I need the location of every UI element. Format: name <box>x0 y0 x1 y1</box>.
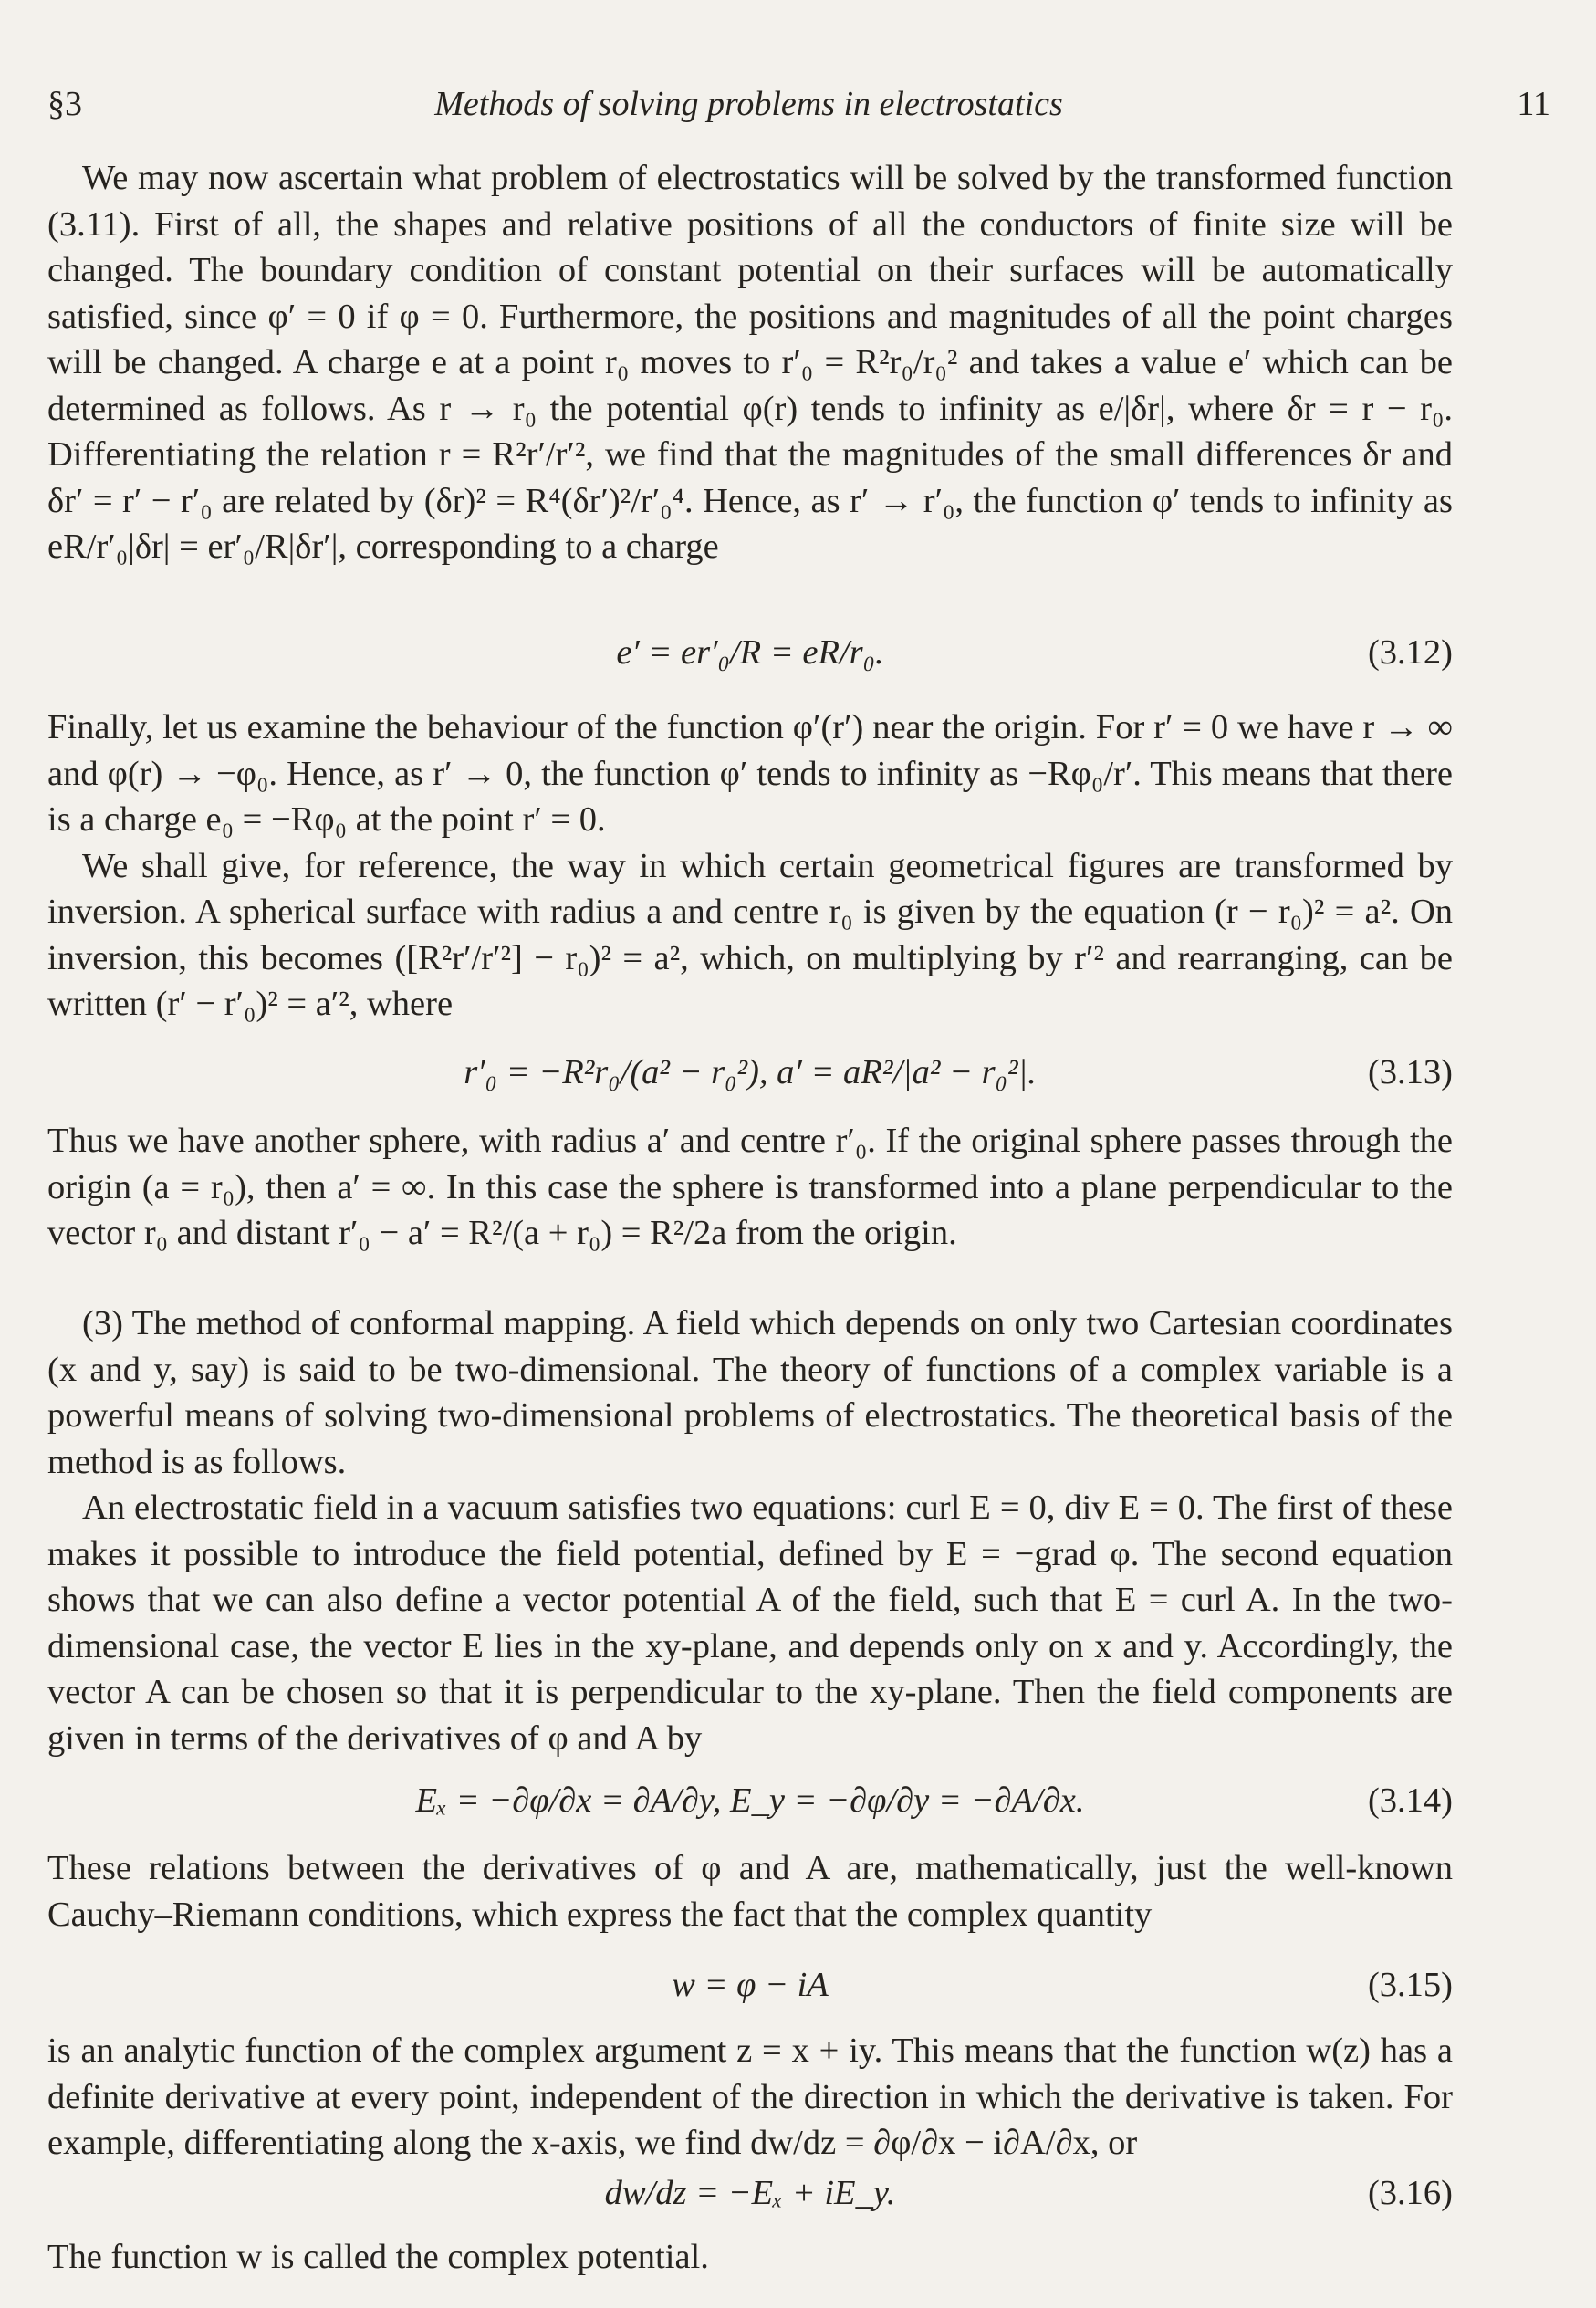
equation-body: r′₀ = −R²r₀/(a² − r₀²), a′ = aR²/|a² − r₀²|. <box>464 1053 1037 1091</box>
paragraph-text: Finally, let us examine the behaviour of the function φ′(r′) near the origin. For r′ = 0 we have r → ∞ and φ(r) → −φ₀. Hence, as r′ → 0, the function φ′ tends to infinity as −Rφ₀/r′. This means that there is a charge e₀ = −Rφ₀ at the point r′ = 0. <box>47 708 1453 839</box>
equation-3-13 <box>47 1050 1453 1095</box>
paragraph-complex-potential <box>47 2234 1453 2281</box>
paragraph-text: These relations between the derivatives of φ and A are, mathematically, just the well-known Cauchy–Riemann conditions, which express the fact that the complex quantity <box>47 1849 1453 1934</box>
paragraph-origin-behaviour <box>47 705 1453 1028</box>
paragraph-cauchy-riemann <box>47 1845 1453 1937</box>
chapter-title: Methods of solving problems in electrostatics <box>434 85 1063 123</box>
paragraph-text: is an analytic function of the complex argument z = x + iy. This means that the function w(z) has a definite derivative at every point, independent of the direction in which the derivative is taken. For example, differentiating along the x-axis, we find dw/dz = ∂φ/∂x − i∂A/∂x, or <box>47 2031 1453 2162</box>
paragraph-conformal-mapping <box>47 1300 1453 1761</box>
paragraph-sphere-inversion <box>47 1118 1453 1257</box>
running-head <box>47 84 1550 139</box>
equation-3-16 <box>47 2170 1453 2216</box>
equation-3-15 <box>47 1962 1453 2008</box>
equation-3-14 <box>47 1778 1453 1823</box>
section-mark: §3 <box>47 85 82 123</box>
equation-number: (3.14) <box>1367 1781 1453 1820</box>
page-number: 11 <box>1517 85 1550 123</box>
equation-number: (3.16) <box>1367 2174 1453 2212</box>
paragraph-text: (3) The method of conformal mapping. A field which depends on only two Cartesian coordinates (x and y, say) is said to be two-dimensional. The theory of functions of a complex variable is a powerful means of solving two-dimensional problems of electrostatics. The theoretical basis of the method is as follows. <box>47 1304 1453 1481</box>
paragraph-analytic-function <box>47 2028 1453 2167</box>
equation-body: e′ = er′₀/R = eR/r₀. <box>616 633 884 672</box>
paragraph-text: Thus we have another sphere, with radius a′ and centre r′₀. If the original sphere passes through the origin (a = r₀), then a′ = ∞. In this case the sphere is transformed into a plane perpendicular to the vector r₀ and distant r′₀ − a′ = R²/(a + r₀) = R²/2a from the origin. <box>47 1122 1453 1252</box>
equation-body: Eₓ = −∂φ/∂x = ∂A/∂y, E_y = −∂φ/∂y = −∂A/∂x. <box>415 1781 1085 1820</box>
paragraph-text: The function w is called the complex potential. <box>47 2238 709 2276</box>
paragraph-transformed-function <box>47 155 1453 570</box>
paragraph-text: An electrostatic field in a vacuum satisfies two equations: curl E = 0, div E = 0. The first of these makes it possible to introduce the field potential, defined by E = −grad φ. The second equation shows that we can also define a vector potential A of the field, such that E = curl A. In the two-dimensional case, the vector E lies in the xy-plane, and depends only on x and y. Accordingly, the vector A can be chosen so that it is perpendicular to the xy-plane. Then the field components are given in terms of the derivatives of φ and A by <box>47 1488 1453 1758</box>
equation-number: (3.13) <box>1367 1053 1453 1091</box>
equation-number: (3.12) <box>1367 633 1453 672</box>
equation-body: dw/dz = −Eₓ + iE_y. <box>604 2174 896 2212</box>
equation-number: (3.15) <box>1367 1966 1453 2004</box>
equation-body: w = φ − iA <box>672 1966 829 2004</box>
paragraph-text: We shall give, for reference, the way in which certain geometrical figures are transformed by inversion. A spherical surface with radius a and centre r₀ is given by the equation (r − r₀)² = a². On inversion, this becomes ([R²r′/r′²] − r₀)² = a², which, on multiplying by r′² and rearranging, can be written (r′ − r′₀)² = a′², where <box>47 846 1453 1023</box>
equation-3-12 <box>47 630 1453 675</box>
paragraph-text: We may now ascertain what problem of electrostatics will be solved by the transformed function (3.11). First of all, the shapes and relative positions of all the conductors of finite size will be changed. The boundary condition of constant potential on their surfaces will be automatically satisfied, since φ′ = 0 if φ = 0. Furthermore, the positions and magnitudes of all the point charges will be changed. A charge e at a point r₀ moves to r′₀ = R²r₀/r₀² and takes a value e′ which can be determined as follows. As r → r₀ the potential φ(r) tends to infinity as e/|δr|, where δr = r − r₀. Differentiating the relation r = R²r′/r′², we find that the magnitudes of the small differences δr and δr′ = r′ − r′₀ are related by (δr)² = R⁴(δr′)²/r′₀⁴. Hence, as r′ → r′₀, the function φ′ tends to infinity as eR/r′₀|δr| = er′₀/R|δr′|, corresponding to a charge <box>47 159 1453 566</box>
